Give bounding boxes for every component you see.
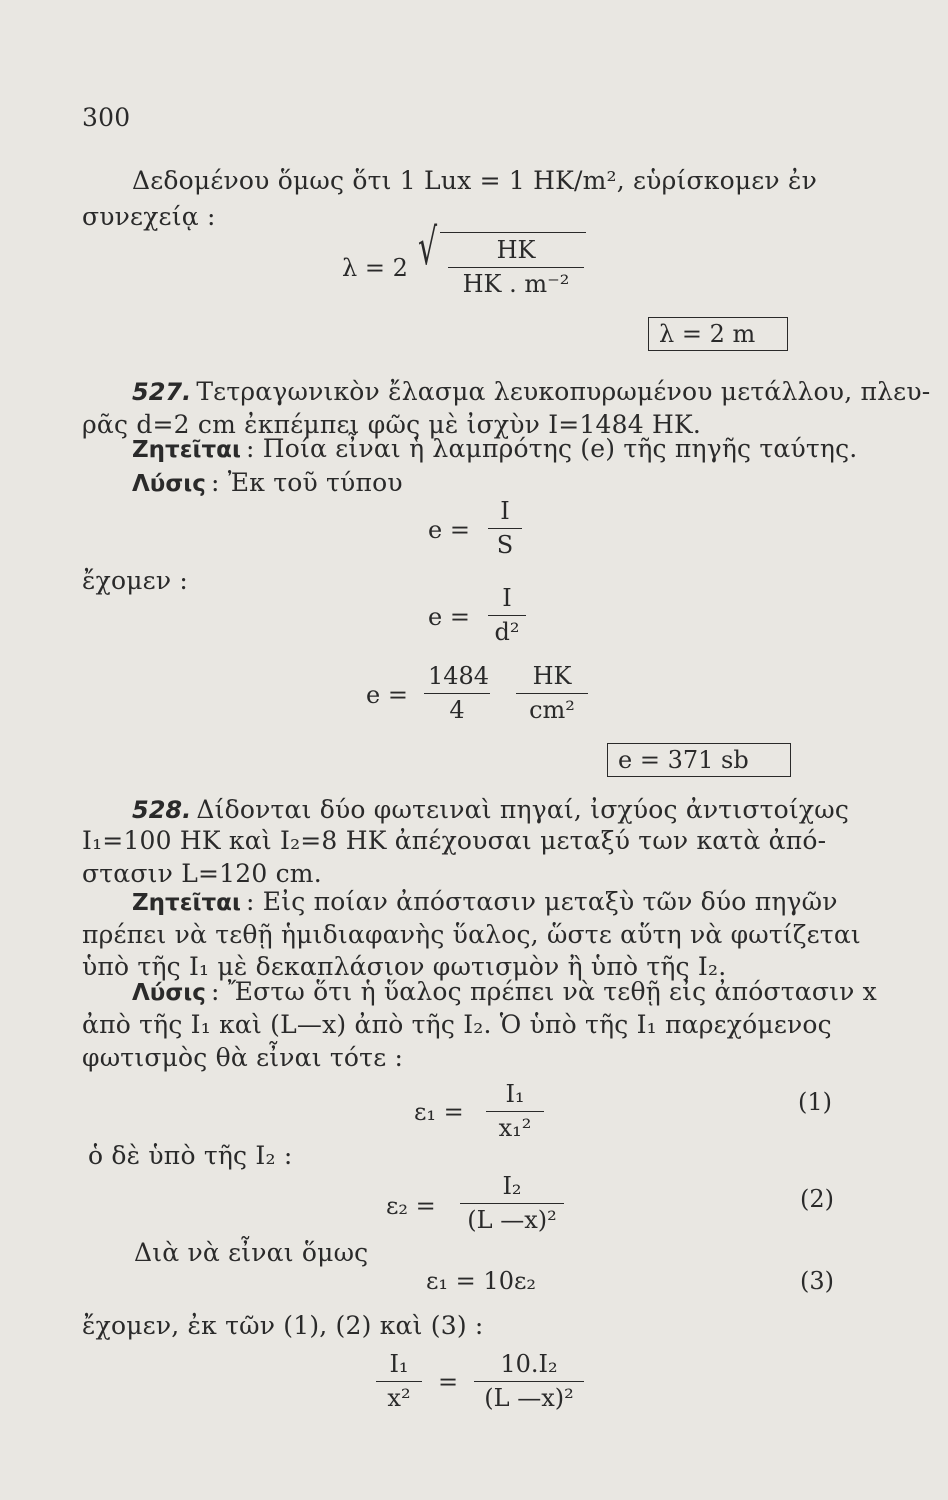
eqA-denominator: x₁² (498, 1114, 532, 1142)
lysis-text: φωτισμὸς θὰ εἶναι τότε : (82, 1043, 404, 1072)
eq3-numerator-2: HK (532, 662, 572, 690)
eqB-fraction (460, 1172, 564, 1234)
lysis-label: Λύσις (132, 980, 206, 1006)
eq1-numerator: I (500, 497, 510, 525)
eqD-numerator-1: I₁ (389, 1350, 409, 1378)
equation-tag-3: (3) (800, 1267, 834, 1295)
de-hypo-label: ὁ δὲ ὑπὸ τῆς I₂ : (88, 1141, 293, 1170)
eqD-denominator-2: (L —x)² (484, 1384, 574, 1412)
eq2-denominator: d² (494, 618, 520, 646)
eqA-numerator: I₁ (505, 1080, 525, 1108)
zitoumeno-text: : Ποία εἶναι ἡ λαμπρότης (e) τῆς πηγῆς ταύτης. (246, 434, 858, 463)
lambda-result-box: λ = 2 m (648, 317, 788, 351)
intro-line-1: Δεδομένου ὅμως ὅτι 1 Lux = 1 HK/m², εὑρίσκομεν ἐν (132, 166, 817, 195)
eqD-fraction-2 (474, 1350, 584, 1412)
lambda-lhs: λ = 2 (342, 254, 408, 282)
equation-tag-2: (2) (800, 1185, 834, 1213)
dia-na-label: Διὰ νὰ εἶναι ὅμως (134, 1238, 369, 1267)
eq2-lhs: e = (428, 603, 470, 631)
zitoumeno-label: Ζητεῖται (132, 437, 241, 463)
eqB-numerator: I₂ (502, 1172, 522, 1200)
lysis-text: : Ἐκ τοῦ τύπου (210, 468, 403, 497)
eqC: ε₁ = 10ε₂ (426, 1267, 537, 1295)
eq3-denominator-1: 4 (449, 696, 465, 724)
eqB-denominator: (L —x)² (467, 1206, 557, 1234)
problem-number: 527. (132, 378, 192, 406)
eqD-equals: = (438, 1368, 459, 1396)
eqD-fraction-1 (376, 1350, 422, 1412)
eq3-numerator-1: 1484 (428, 662, 490, 690)
page-number: 300 (82, 103, 131, 132)
intro-line-2: συνεχείᾳ : (82, 202, 216, 231)
lambda-denominator: HK . m⁻² (462, 270, 570, 298)
sqrt-bar (440, 232, 586, 233)
exomen-label: ἔχομεν : (82, 566, 188, 595)
problem-number: 528. (132, 796, 192, 824)
zitoumeno-label: Ζητεῖται (132, 890, 241, 916)
eqA-lhs: ε₁ = (414, 1098, 464, 1126)
zitoumeno-text: πρέπει νὰ τεθῇ ἡμιδιαφανὴς ὕαλος, ὥστε αὕτη νὰ φωτίζεται (82, 920, 861, 949)
problem-text: I₁=100 HK καὶ I₂=8 HK ἀπέχουσαι μεταξύ των κατὰ ἀπό- (82, 826, 827, 855)
eqA-fraction (486, 1080, 544, 1142)
problem-text: Τετραγωνικὸν ἔλασμα λευκοπυρωμένου μετάλλου, πλευ- (196, 377, 931, 406)
eq3-fraction-2 (516, 662, 588, 724)
lysis-text: : Ἔστω ὅτι ἡ ὕαλος πρέπει νὰ τεθῇ εἰς ἀπόστασιν x (210, 977, 877, 1006)
eqD-numerator-2: 10.I₂ (500, 1350, 558, 1378)
exomen-ek-label: ἔχομεν, ἐκ τῶν (1), (2) καὶ (3) : (82, 1311, 484, 1340)
problem-text: Δίδονται δύο φωτειναὶ πηγαί, ἰσχύος ἀντιστοίχως (196, 795, 850, 824)
e-result-box: e = 371 sb (607, 743, 791, 777)
eq1-denominator: S (496, 531, 514, 559)
lambda-numerator: HK (496, 236, 536, 264)
problem-text: στασιν L=120 cm. (82, 859, 322, 888)
zitoumeno-text: : Εἰς ποίαν ἀπόστασιν μεταξὺ τῶν δύο πηγῶν (246, 887, 838, 916)
eq1-lhs: e = (428, 516, 470, 544)
sqrt-sign-icon: √ (418, 218, 438, 276)
lysis-text: ἀπὸ τῆς I₁ καὶ (L—x) ἀπὸ τῆς I₂. Ὁ ὑπὸ τῆς I₁ παρεχόμενος (82, 1010, 832, 1039)
lambda-fraction (448, 236, 584, 298)
eqB-lhs: ε₂ = (386, 1192, 436, 1220)
equation-tag-1: (1) (798, 1088, 832, 1116)
eq3-fraction-1 (424, 662, 490, 724)
eqD-denominator-1: x² (387, 1384, 411, 1412)
lysis-label: Λύσις (132, 471, 206, 497)
problem-text: ρᾶς d=2 cm ἐκπέμπει φῶς μὲ ἰσχὺν I=1484 HK. (82, 410, 702, 439)
eq2-numerator: I (502, 584, 512, 612)
eq3-denominator-2: cm² (529, 696, 575, 724)
eq3-lhs: e = (366, 681, 408, 709)
eq1-fraction (488, 497, 522, 559)
zitoumeno-text: ὑπὸ τῆς I₁ μὲ δεκαπλάσιον φωτισμὸν ἢ ὑπὸ τῆς I₂. (82, 952, 727, 981)
eq2-fraction (488, 584, 526, 646)
